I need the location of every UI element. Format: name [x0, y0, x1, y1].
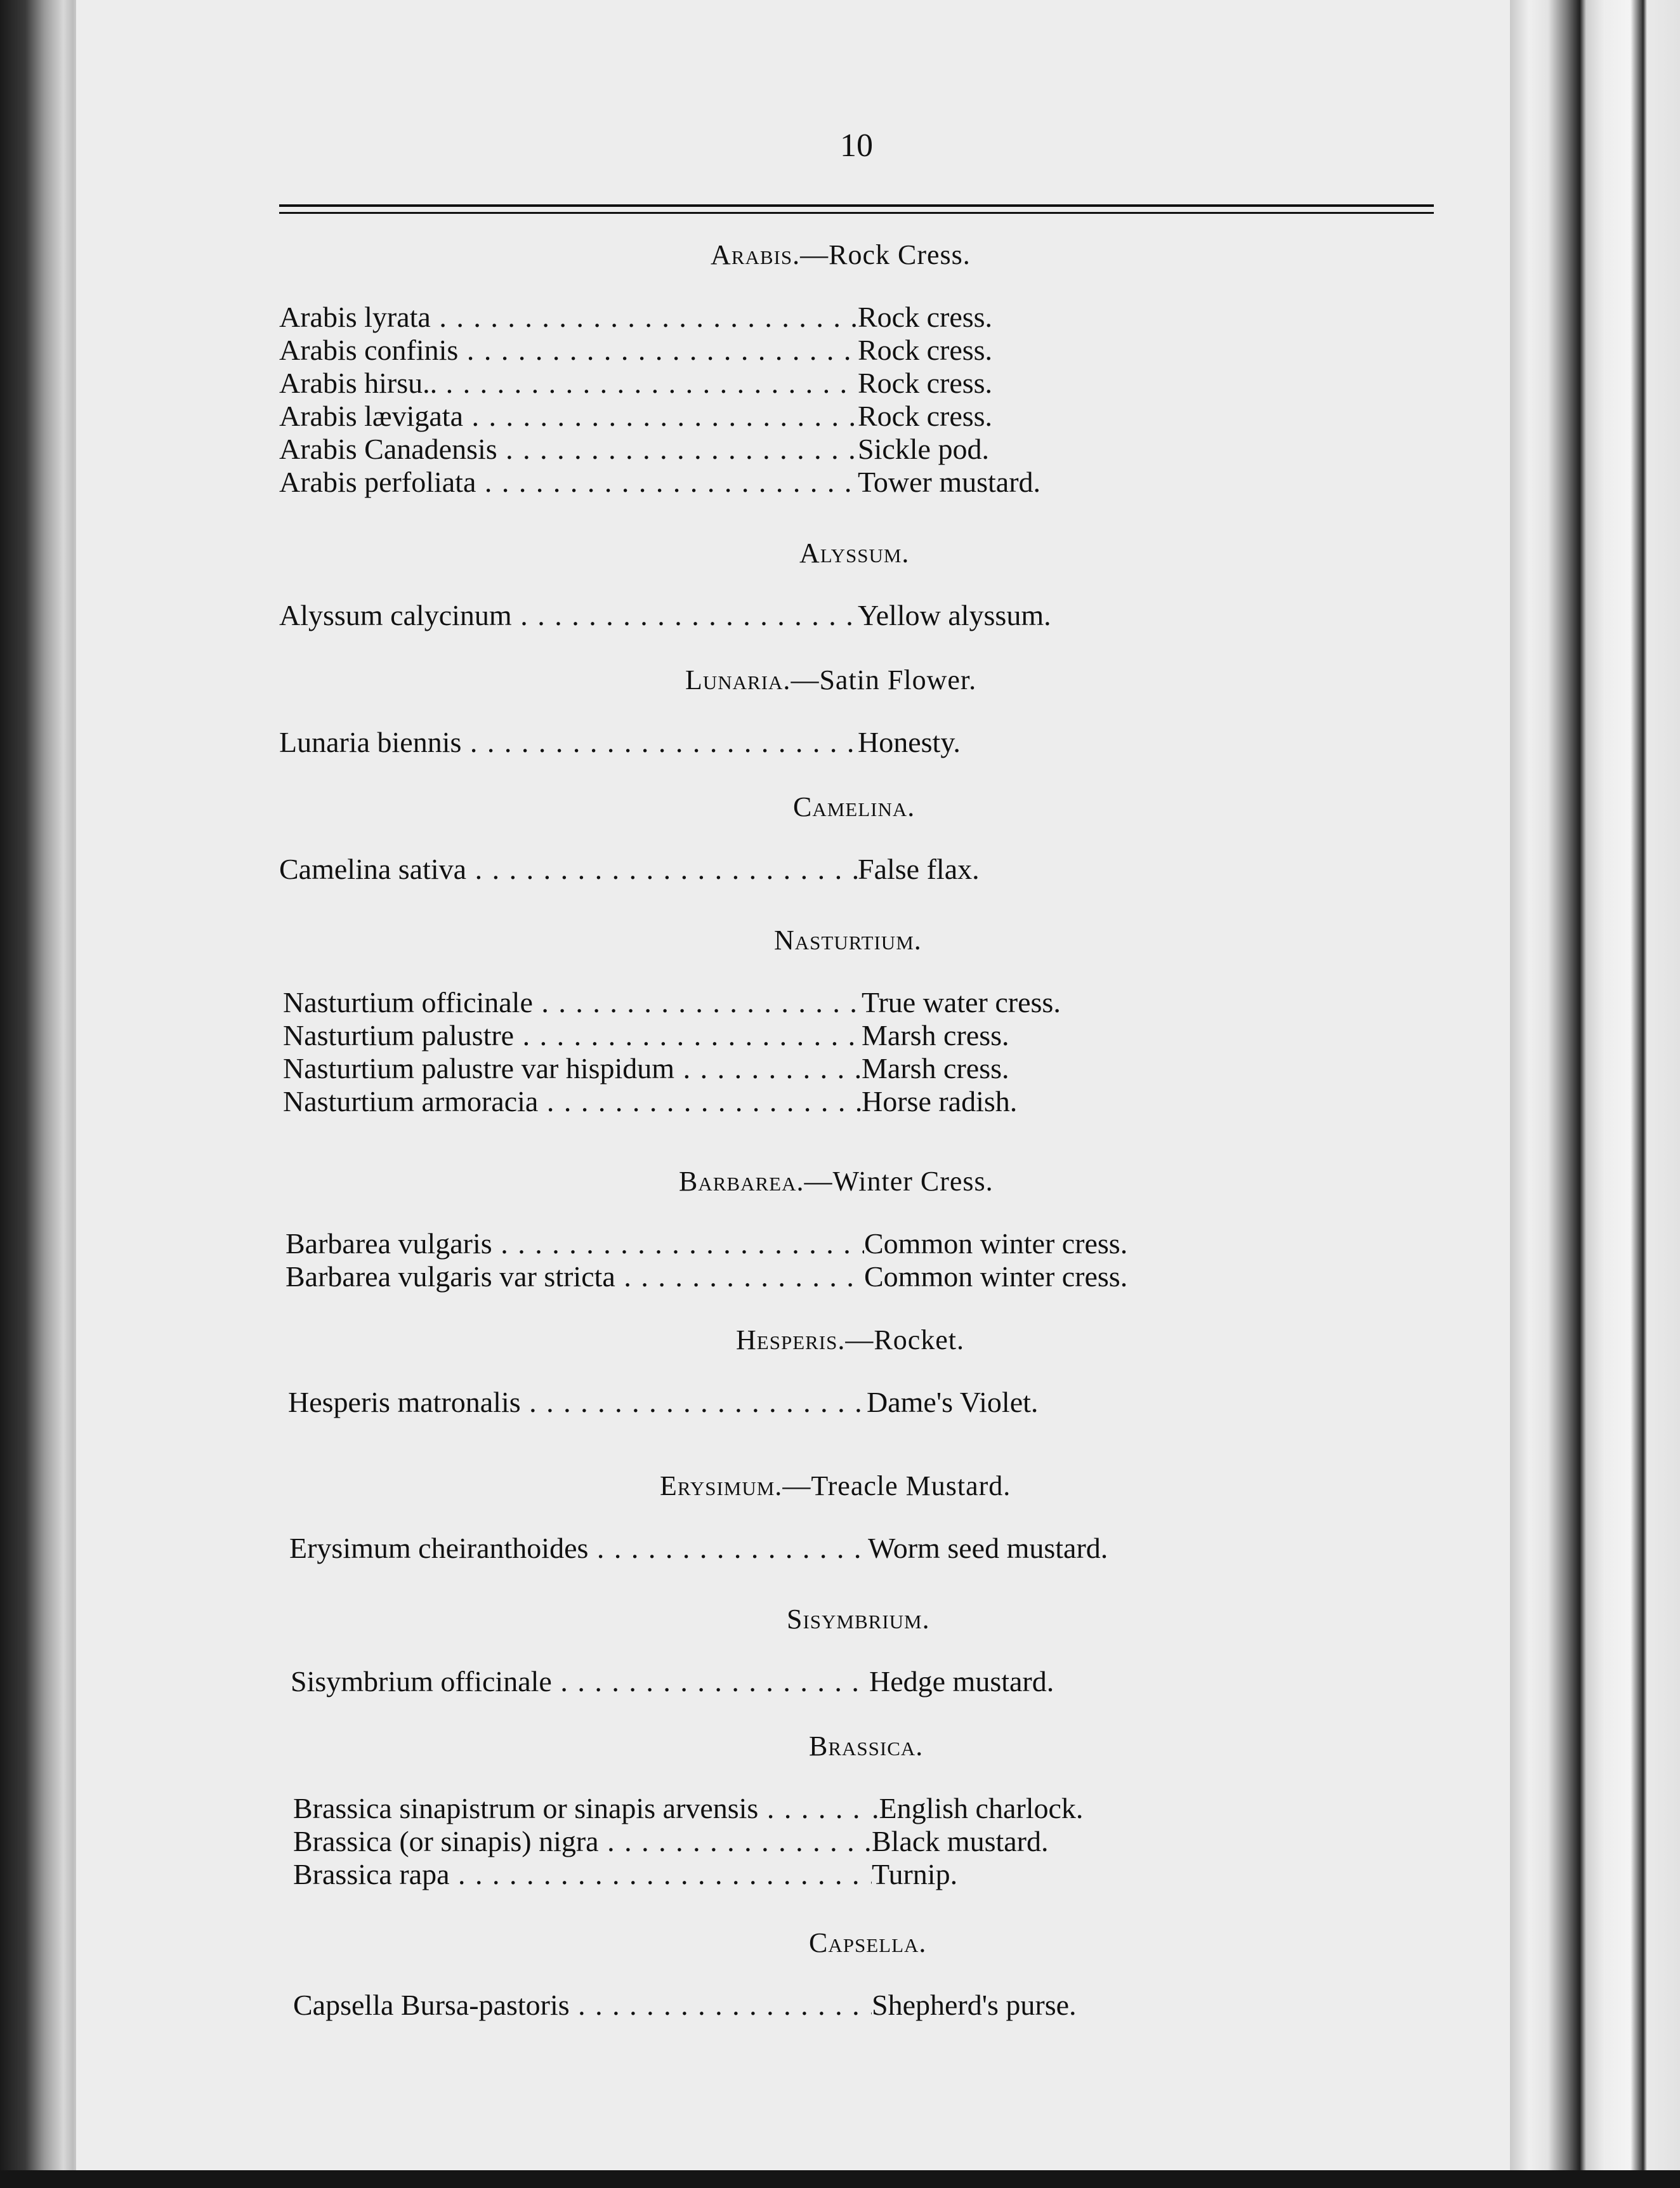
genus-heading	[279, 1320, 1269, 1361]
latin-name: Arabis confinis . . .	[279, 334, 858, 367]
genus-section	[279, 660, 1269, 759]
species-entry	[279, 334, 1269, 367]
common-name: Dame's Violet.	[867, 1386, 1039, 1418]
species-entry	[293, 1858, 1269, 1891]
common-name: Rock cress.	[858, 301, 993, 333]
latin-name: Nasturtium palustre . . .	[283, 1019, 862, 1052]
genus-common-name: —Satin Flower.	[791, 664, 977, 695]
genus-heading	[279, 1923, 1269, 1963]
common-name: Sickle pod.	[858, 433, 989, 465]
common-name: Marsh cress.	[862, 1019, 1009, 1051]
species-entry	[279, 367, 1269, 400]
species-entries	[279, 853, 1269, 886]
species-entries	[279, 1665, 1269, 1698]
common-name: Yellow alyssum.	[858, 599, 1051, 631]
species-entry	[279, 726, 1269, 759]
species-entry	[285, 1227, 1269, 1260]
common-name: Turnip.	[872, 1858, 958, 1890]
species-entries	[279, 301, 1269, 499]
latin-name: Brassica sinapistrum or sinapis arvensis . . .	[293, 1792, 872, 1825]
scan-bottom-border	[0, 2170, 1680, 2188]
genus-name: Capsella.	[809, 1927, 927, 1958]
species-entry	[293, 1989, 1269, 2022]
genus-section	[279, 1599, 1269, 1698]
genus-name: Arabis.	[711, 239, 801, 270]
latin-name: Nasturtium officinale . . .	[283, 986, 862, 1019]
genus-heading	[279, 920, 1269, 961]
genus-name: Camelina.	[793, 791, 915, 822]
common-name: Hedge mustard.	[869, 1665, 1054, 1697]
species-entries	[279, 986, 1269, 1118]
species-entry	[279, 400, 1269, 433]
common-name: False flax.	[858, 853, 980, 885]
species-entries	[279, 726, 1269, 759]
genus-section	[279, 1320, 1269, 1419]
genus-section	[279, 533, 1269, 632]
latin-name: Sisymbrium officinale . . .	[291, 1665, 869, 1698]
latin-name: Erysimum cheiranthoides . . .	[289, 1532, 868, 1565]
common-name: Horse radish.	[862, 1085, 1018, 1117]
header-rule	[279, 204, 1434, 207]
common-name: Common winter cress.	[864, 1260, 1128, 1293]
header-rule-thin	[279, 212, 1434, 214]
species-entries	[279, 1792, 1269, 1891]
latin-name: Arabis lævigata . . .	[279, 400, 858, 433]
genus-common-name: —Treacle Mustard.	[782, 1470, 1011, 1501]
species-entry	[289, 1532, 1269, 1565]
latin-name: Nasturtium palustre var hispidum . . .	[283, 1052, 862, 1085]
genus-heading	[279, 533, 1269, 574]
species-entry	[283, 986, 1269, 1019]
species-entry	[279, 853, 1269, 886]
latin-name: Arabis Canadensis . . .	[279, 433, 858, 466]
latin-name: Alyssum calycinum . . .	[279, 599, 858, 632]
common-name: Honesty.	[858, 726, 961, 758]
species-entry	[279, 466, 1269, 499]
genus-heading	[279, 1599, 1269, 1640]
common-name: True water cress.	[862, 986, 1061, 1018]
genus-heading	[279, 660, 1269, 701]
species-entry	[279, 301, 1269, 334]
latin-name: Brassica rapa . . .	[293, 1858, 872, 1891]
genus-name: Brassica.	[809, 1730, 924, 1762]
common-name: Worm seed mustard.	[868, 1532, 1108, 1564]
next-page-edge	[1605, 0, 1680, 2188]
common-name: Rock cress.	[858, 400, 993, 432]
page-number: 10	[840, 128, 873, 164]
genus-heading	[279, 787, 1269, 827]
latin-name: Arabis lyrata . . .	[279, 301, 858, 334]
species-entries	[279, 1989, 1269, 2022]
common-name: Rock cress.	[858, 367, 993, 399]
genus-section	[279, 235, 1269, 499]
latin-name: Arabis hirsu.. . . .	[279, 367, 858, 400]
genus-common-name: —Rock Cress.	[800, 239, 971, 270]
latin-name: Hesperis matronalis . . .	[288, 1386, 867, 1419]
genus-heading	[279, 1726, 1269, 1767]
species-entry	[293, 1792, 1269, 1825]
species-entry	[293, 1825, 1269, 1858]
common-name: Tower mustard.	[858, 466, 1041, 498]
genus-section	[279, 1161, 1269, 1293]
genus-common-name: —Rocket.	[845, 1324, 965, 1355]
genus-name: Barbarea.	[679, 1166, 804, 1197]
species-entries	[279, 599, 1269, 632]
page-gutter-shadow	[1510, 0, 1605, 2188]
species-entry	[288, 1386, 1269, 1419]
common-name: Common winter cress.	[864, 1227, 1128, 1260]
common-name: .English charlock.	[872, 1792, 1084, 1824]
genus-section	[279, 1466, 1269, 1565]
species-entries	[279, 1532, 1269, 1565]
common-name: Black mustard.	[872, 1825, 1049, 1857]
common-name: Rock cress.	[858, 334, 993, 366]
genus-name: Lunaria.	[685, 664, 791, 695]
species-entry	[285, 1260, 1269, 1293]
genus-heading	[279, 1161, 1269, 1202]
genus-name: Nasturtium.	[774, 925, 922, 956]
species-entry	[283, 1085, 1269, 1118]
common-name: Marsh cress.	[862, 1052, 1009, 1084]
species-entry	[279, 599, 1269, 632]
species-entry	[291, 1665, 1269, 1698]
species-entries	[279, 1227, 1269, 1293]
latin-name: Arabis perfoliata . . .	[279, 466, 858, 499]
species-entry	[283, 1019, 1269, 1052]
genus-heading	[279, 235, 1269, 275]
common-name: Shepherd's purse.	[872, 1989, 1077, 2021]
genus-name: Sisymbrium.	[787, 1604, 930, 1635]
latin-name: Barbarea vulgaris . . .	[285, 1227, 864, 1260]
genus-section	[279, 920, 1269, 1118]
genus-name: Hesperis.	[736, 1324, 846, 1355]
species-entries	[279, 1386, 1269, 1419]
latin-name: Nasturtium armoracia . . .	[283, 1085, 862, 1118]
latin-name: Barbarea vulgaris var stricta . . .	[285, 1260, 864, 1293]
latin-name: Capsella Bursa-pastoris . . .	[293, 1989, 872, 2022]
latin-name: Lunaria biennis . . .	[279, 726, 858, 759]
species-entry	[283, 1052, 1269, 1085]
genus-section	[279, 1726, 1269, 1891]
latin-name: Camelina sativa . . .	[279, 853, 858, 886]
genus-section	[279, 1923, 1269, 2022]
genus-section	[279, 787, 1269, 886]
genus-heading	[279, 1466, 1269, 1506]
genus-name: Erysimum.	[660, 1470, 783, 1501]
species-entry	[279, 433, 1269, 466]
genus-name: Alyssum.	[799, 537, 910, 569]
genus-common-name: —Winter Cress.	[804, 1166, 994, 1197]
latin-name: Brassica (or sinapis) nigra . . .	[293, 1825, 872, 1858]
